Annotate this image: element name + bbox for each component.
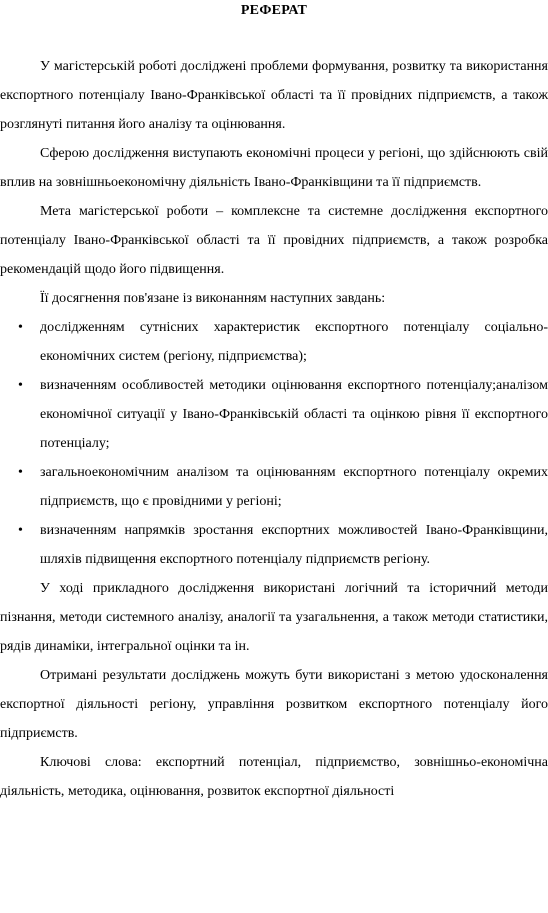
- list-item-text: визначенням особливостей методики оцінювання експортного потенціалу;аналізом економічної ситуації у Івано-Франківській області та оцінкою рівня її експортного потенціалу;: [40, 378, 548, 451]
- list-item-text: визначенням напрямків зростання експортних можливостей Івано-Франківщини, шляхів підвищення експортного потенціалу підприємств регіону.: [40, 523, 548, 567]
- list-item-text: загальноекономічним аналізом та оцінюванням експортного потенціалу окремих підприємств, що є провідними у регіоні;: [40, 465, 548, 509]
- document-body: [0, 52, 548, 806]
- list-item: [0, 458, 548, 516]
- bullet-icon: •: [18, 378, 23, 393]
- bullet-icon: •: [18, 320, 23, 335]
- bullet-icon: •: [18, 523, 23, 538]
- tasks-list: [0, 313, 548, 574]
- paragraph-tasks-lead: Її досягнення пов'язане із виконанням наступних завдань:: [40, 291, 386, 306]
- paragraph-scope: Сферою дослідження виступають економічні процеси у регіоні, що здійснюють свій вплив на зовнішньоекономічну діяльність Івано-Франківщини та її підприємств.: [0, 146, 548, 190]
- paragraph-intro: У магістерській роботі досліджені проблеми формування, розвитку та використання експортного потенціалу Івано-Франківської області та її провідних підприємств, а також розглянуті питання його аналізу та оцінювання.: [0, 59, 548, 132]
- bullet-icon: •: [18, 465, 23, 480]
- list-item: [0, 371, 548, 458]
- list-item: [0, 313, 548, 371]
- paragraph-results: Отримані результати досліджень можуть бути використані з метою удосконалення експортної діяльності регіону, управління розвитком експортного потенціалу його підприємств.: [0, 668, 548, 741]
- document-title: РЕФЕРАТ: [240, 3, 308, 18]
- paragraph-keywords: Ключові слова: експортний потенціал, підприємство, зовнішньо-економічна діяльність, методика, оцінювання, розвиток експортної діяльності: [0, 755, 548, 799]
- paragraph-goal: Мета магістерської роботи – комплексне та системне дослідження експортного потенціалу Івано-Франківської області та її провідних підприємств, а також розробка рекомендацій щодо його підвищення.: [0, 204, 548, 277]
- list-item-text: дослідженням сутнісних характеристик експортного потенціалу соціально-економічних систем (регіону, підприємства);: [40, 320, 548, 364]
- paragraph-methods: У ході прикладного дослідження використані логічний та історичний методи пізнання, методи системного аналізу, аналогії та узагальнення, а також методи статистики, рядів динаміки, інтегральної оцінки та ін.: [0, 581, 548, 654]
- list-item: [0, 516, 548, 574]
